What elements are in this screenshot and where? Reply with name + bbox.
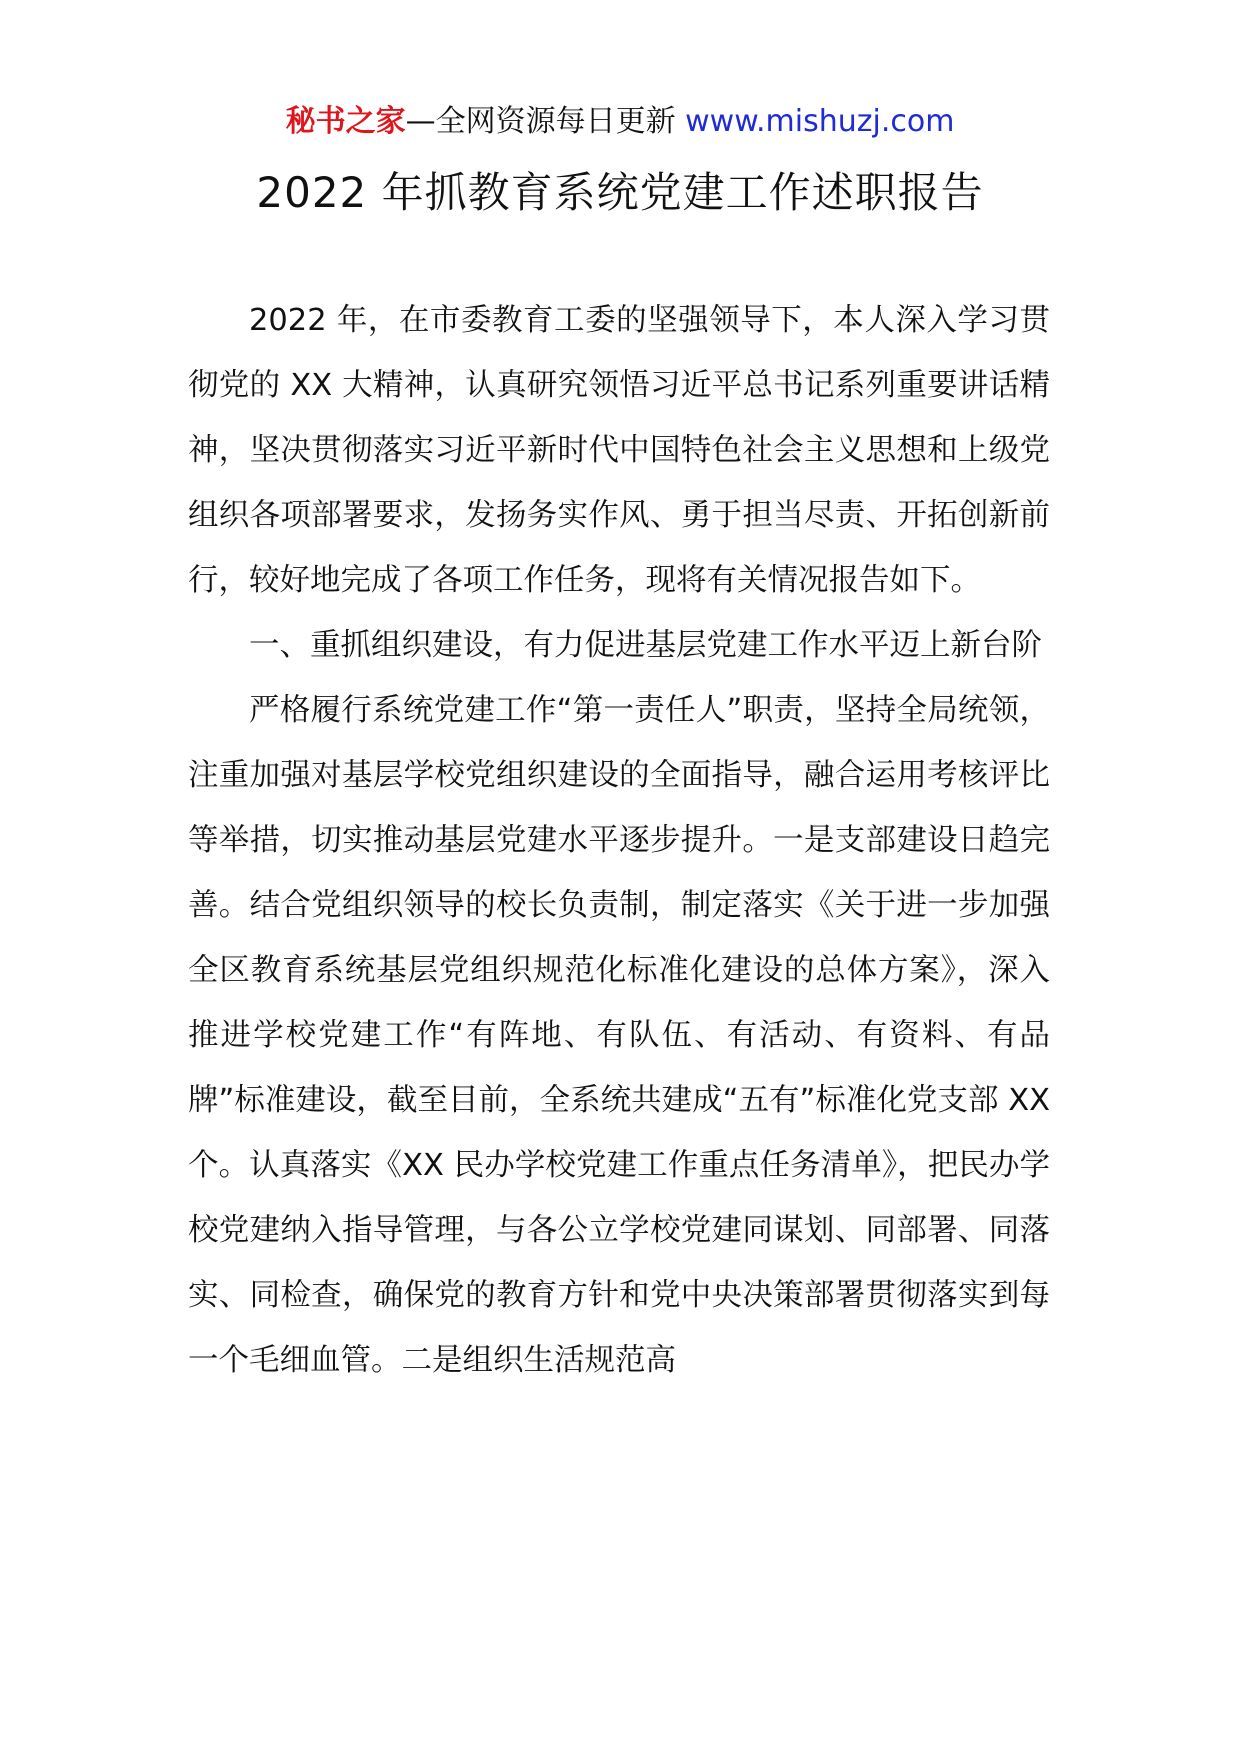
site-header xyxy=(0,100,1240,144)
document-body xyxy=(188,288,1050,1393)
document-title: 2022 年抓教育系统党建工作述职报告 xyxy=(256,168,984,217)
section-paragraph: 严格履行系统党建工作“第一责任人”职责，坚持全局统领，注重加强对基层学校党组织建设的全面指导，融合运用考核评比等举措，切实推动基层党建水平逐步提升。一是支部建设日趋完善。结合党组织领导的校长负责制，制定落实《关于进一步加强全区教育系统基层党组织规范化标准化建设的总体方案》，深入推进学校党建工作“有阵地、有队伍、有活动、有资料、有品牌”标准建设，截至目前，全系统共建成“五有”标准化党支部 XX 个。认真落实《XX 民办学校党建工作重点任务清单》，把民办学校党建纳入指导管理，与各公立学校党建同谋划、同部署、同落实、同检查，确保党的教育方针和党中央决策部署贯彻落实到每一个毛细血管。二是组织生活规范高 xyxy=(188,693,1050,1378)
header-tagline: —全网资源每日更新 xyxy=(405,104,686,139)
section-heading: 一、重抓组织建设，有力促进基层党建工作水平迈上新台阶 xyxy=(249,628,1042,663)
site-url[interactable]: www.mishuzj.com xyxy=(685,104,955,139)
brand-name: 秘书之家 xyxy=(285,104,406,139)
intro-paragraph: 2022 年，在市委教育工委的坚强领导下，本人深入学习贯彻党的 XX 大精神，认真研究领悟习近平总书记系列重要讲话精神，坚决贯彻落实习近平新时代中国特色社会主义思想和上级党组织各项部署要求，发扬务实作风、勇于担当尽责、开拓创新前行，较好地完成了各项工作任务，现将有关情况报告如下。 xyxy=(188,303,1050,598)
